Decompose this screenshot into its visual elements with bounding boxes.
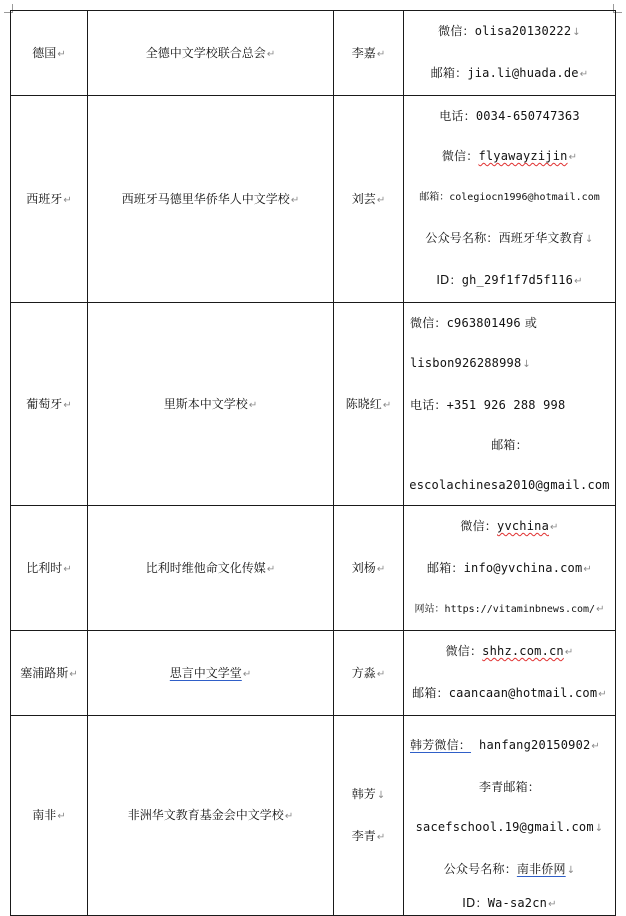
cell-end-mark: ↵ [266,563,276,575]
email-label-line [404,425,615,465]
school-cell [88,96,334,303]
contact-info-cell [404,11,616,96]
phone-label: 电话： [439,109,476,123]
phone-line [404,96,615,136]
cell-end-mark: ↵ [242,668,252,680]
email-label: 邮箱： [430,66,468,80]
contact-info-cell [404,303,616,506]
line-break-mark: ↓ [572,27,581,38]
wechat-label: 微信： [410,316,447,330]
cell-end-mark: ↵ [63,563,72,575]
country-cell [11,631,88,716]
contact-info-cell [404,506,616,631]
wechat-value-alt: lisbon926288998 [410,356,522,370]
wechat-line [404,725,615,767]
contact-person-name [334,774,403,816]
cell-end-mark: ↵ [376,194,386,206]
cell-end-mark: ↵ [248,399,258,411]
cell-end-mark: ↵ [591,740,601,752]
email-label: 李青邮箱： [478,779,540,794]
cell-end-mark: ↵ [583,564,592,575]
wechat-value: yvchina [497,519,549,533]
table-row [11,96,616,303]
cell-end-mark: ↵ [63,399,72,411]
country-cell [11,11,88,96]
school-cell [88,631,334,716]
contact-person-name: 方淼 [351,665,376,680]
id-label: ID： [462,895,488,907]
phone-label: 电话： [410,398,447,412]
school-name: 比利时维他命文化传媒 [145,560,266,575]
school-cell [88,303,334,506]
school-name: 全德中文学校联合总会 [145,45,266,60]
cell-end-mark: ↵ [376,48,386,60]
wechat-label: 微信： [460,519,498,533]
country-name: 塞浦路斯 [20,665,69,680]
email-value: escolachinesa2010@gmail.com [409,478,610,492]
wechat-label: 微信： [438,24,475,38]
email-label: 邮箱： [427,561,464,575]
email-label: 邮箱： [491,438,528,452]
email-line [404,465,615,505]
contact-info-cell [404,631,616,716]
cell-end-mark: ↵ [290,194,300,206]
wechat-value: flyawayzijin [478,149,568,163]
wechat-line [404,631,615,673]
contact-person-cell [334,303,404,506]
wechat-label: 韩芳微信： [410,737,472,752]
phone-value: 0034-650747363 [475,109,580,123]
country-name: 德国 [32,45,57,60]
cell-end-mark: ↵ [579,69,589,80]
contact-person-name: 刘杨 [351,560,376,575]
contact-person-cell [334,631,404,716]
line-break-mark: ↓ [522,359,531,370]
contact-person-name: 刘芸 [351,191,376,206]
cell-end-mark: ↵ [596,604,605,615]
contact-person-cell [334,716,404,916]
email-value: info@yvchina.com [463,561,583,575]
country-name: 南非 [32,808,57,822]
country-name: 葡萄牙 [26,396,63,411]
school-name: 西班牙马德里华侨华人中文学校 [121,191,290,206]
school-cell [88,506,334,631]
country-cell [11,506,88,631]
contacts-table [10,10,616,916]
cell-end-mark: ↵ [382,399,392,411]
contact-person-first: 韩芳 [351,786,376,801]
country-cell [11,96,88,303]
country-cell [11,303,88,506]
cell-end-mark: ↵ [598,689,607,700]
cell-end-mark: ↵ [376,831,386,843]
table-row [11,506,616,631]
school-name: 思言中文学堂 [169,665,242,680]
contact-person-name [334,816,403,858]
table-row [11,631,616,716]
wechat-label: 微信： [445,644,483,658]
wechat-label: 微信： [441,149,479,163]
contact-person-name: 陈晓红 [345,396,382,411]
official-account-line [404,218,615,260]
school-cell [88,716,334,916]
wechat-value: c963801496 [446,316,521,330]
email-line [404,673,615,715]
cell-end-mark: ↵ [266,48,276,60]
email-label-line [404,767,615,807]
contact-person-cell [334,96,404,303]
wechat-line [404,136,615,178]
school-name: 非洲华文教育基金会中文学校 [127,808,284,822]
table-row [11,716,616,916]
cell-end-mark: ↵ [57,48,66,60]
wechat-value: olisa20130222 [474,24,572,38]
cell-end-mark: ↵ [548,898,557,907]
email-value: sacefschool.19@gmail.com [415,819,594,834]
school-name: 里斯本中文学校 [163,396,248,411]
official-account-value: 西班牙华文教育 [498,231,584,245]
table-row [11,303,616,506]
official-account-label: 公众号名称： [443,861,517,876]
country-name: 西班牙 [26,191,63,206]
cell-end-mark: ↵ [568,152,578,163]
official-account-label: 公众号名称： [425,231,499,245]
cell-end-mark: ↵ [376,563,386,575]
wechat-line [404,506,615,548]
cell-end-mark: ↵ [284,811,294,822]
cell-end-mark: ↵ [57,811,66,822]
table-row [11,11,616,96]
cell-end-mark: ↵ [69,668,78,680]
line-break-mark: ↓ [376,789,386,801]
id-line [404,883,615,907]
phone-line [404,385,615,425]
website-value: https://vitaminbnews.com/ [444,604,596,615]
cell-end-mark: ↵ [376,668,386,680]
wechat-line [404,11,615,53]
country-cell [11,716,88,916]
id-value: Wa-sa2cn [487,895,548,907]
cell-end-mark: ↵ [550,522,559,533]
contact-person-cell [334,11,404,96]
email-line [404,178,615,218]
email-value: jia.li@huada.de [467,66,579,80]
email-line [404,807,615,849]
contact-info-cell [404,96,616,303]
email-line [404,548,615,590]
phone-value: +351 926 288 998 [446,398,566,412]
contact-person-cell [334,506,404,631]
email-value: colegiocn1996@hotmail.com [449,192,600,203]
wechat-line [404,303,615,343]
wechat-value: hanfang20150902 [479,737,591,752]
contact-person-second: 李青 [351,828,376,843]
wechat-or: 或 [524,316,538,330]
cell-end-mark: ↵ [564,647,574,658]
contact-person-name: 李嘉 [351,45,376,60]
wechat-value: shhz.com.cn [482,644,564,658]
line-break-mark: ↓ [566,864,576,876]
id-value: gh_29f1f7d5f116 [461,273,574,287]
email-value: caancaan@hotmail.com [448,686,598,700]
email-label: 邮箱： [412,686,449,700]
school-cell [88,11,334,96]
cell-end-mark: ↵ [574,276,583,287]
cell-end-mark: ↵ [63,194,72,206]
id-label: ID： [436,273,462,287]
country-name: 比利时 [26,560,63,575]
line-break-mark: ↓ [594,822,604,834]
wechat-line-continued [404,343,615,385]
email-line [404,53,615,95]
official-account-value: 南非侨网 [516,861,566,876]
line-break-mark: ↓ [585,234,594,245]
website-label: 网站： [414,604,445,615]
website-line [404,590,615,630]
id-line [404,260,615,302]
email-label: 邮箱： [419,192,450,203]
contact-info-cell [404,716,616,916]
